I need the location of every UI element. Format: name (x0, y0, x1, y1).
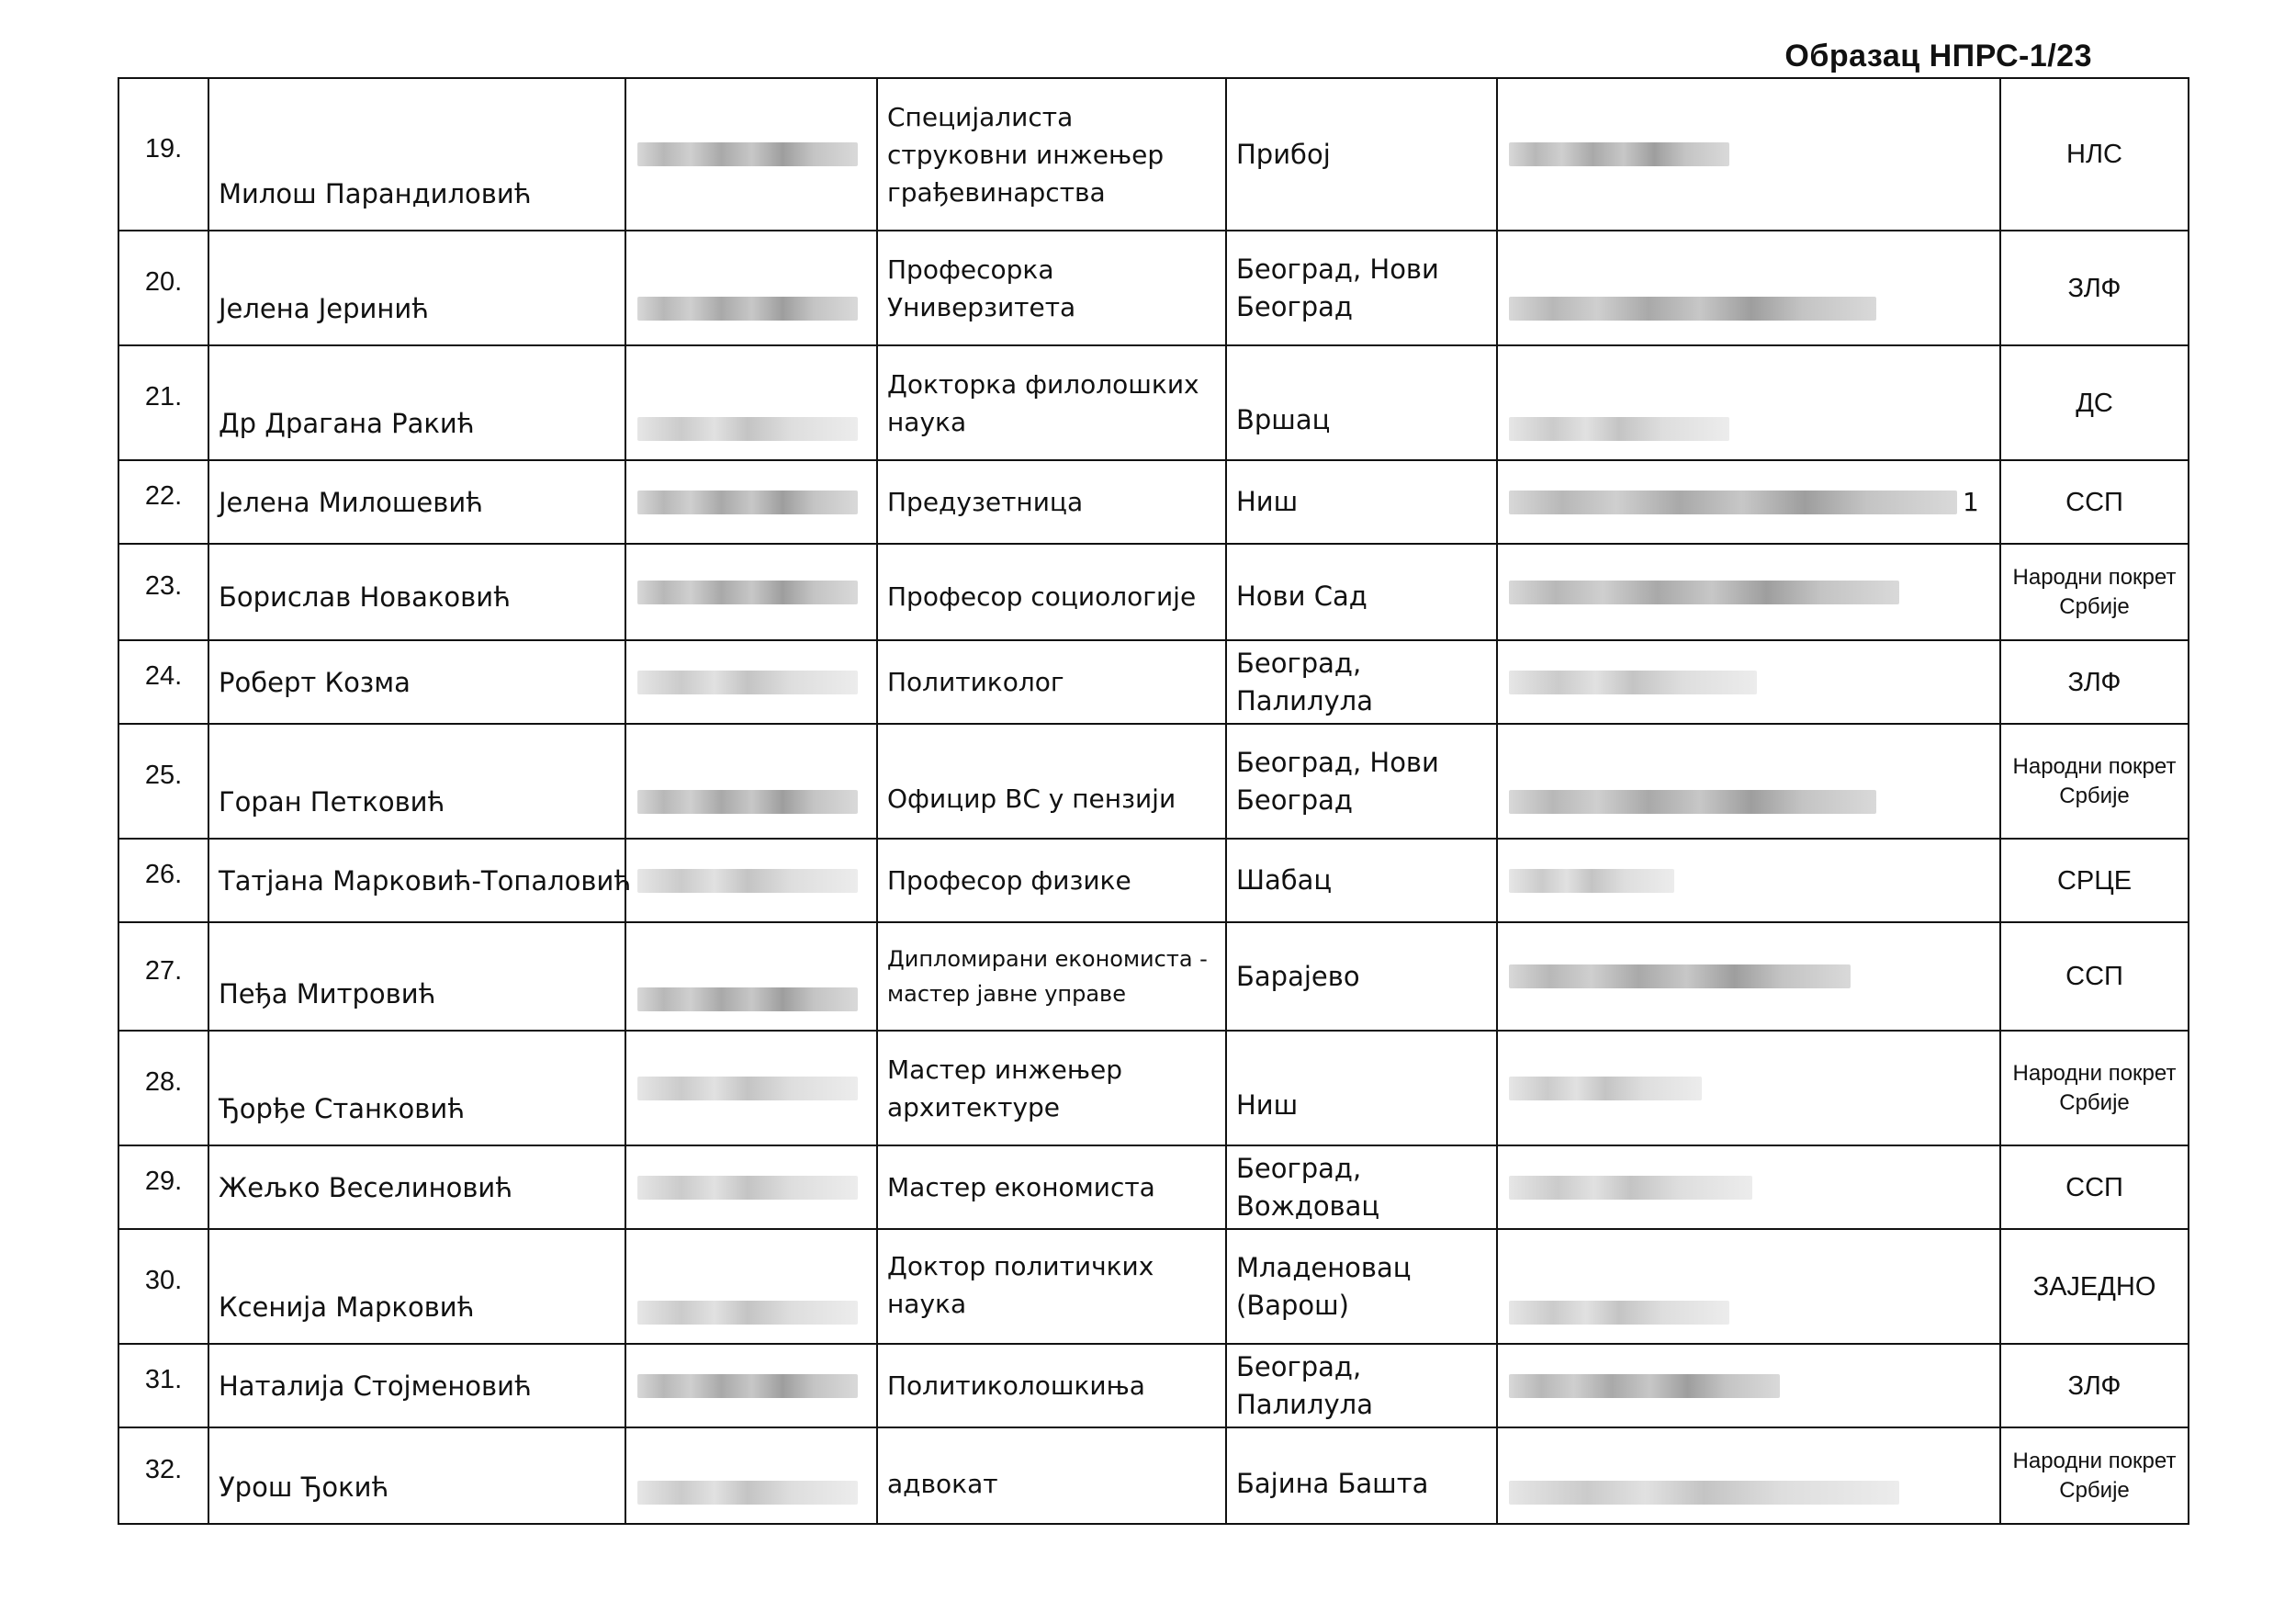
candidate-name: Урош Ђокић (208, 1427, 625, 1524)
occupation: Доктор политичких наука (877, 1229, 1226, 1344)
table-row (118, 1229, 2189, 1344)
occupation: Специјалиста струковни инжењер грађевинарства (877, 78, 1226, 231)
table-row (118, 231, 2189, 345)
candidate-table (118, 77, 2189, 1525)
party: ССП (2000, 460, 2189, 544)
table-row (118, 922, 2189, 1031)
occupation: Мастер инжењер архитектуре (877, 1031, 1226, 1145)
candidate-name: Ксенија Марковић (208, 1229, 625, 1344)
redacted-id (625, 460, 877, 544)
row-number: 21. (118, 345, 208, 460)
city: Београд, Вождовац (1226, 1145, 1497, 1229)
table-row (118, 839, 2189, 922)
row-number: 23. (118, 544, 208, 640)
city: Београд, Палилула (1226, 640, 1497, 724)
occupation: Професор социологије (877, 544, 1226, 640)
candidate-name: Борислав Новаковић (208, 544, 625, 640)
redacted-id (625, 1344, 877, 1427)
address-suffix: 1 (1963, 487, 1979, 517)
redacted-id (625, 1427, 877, 1524)
redacted-id (625, 231, 877, 345)
party: ЗЛФ (2000, 1344, 2189, 1427)
redacted-address (1497, 1344, 2000, 1427)
candidate-name: Ђорђе Станковић (208, 1031, 625, 1145)
table-row (118, 544, 2189, 640)
party: ССП (2000, 1145, 2189, 1229)
party: ДС (2000, 345, 2189, 460)
candidate-name: Наталија Стојменовић (208, 1344, 625, 1427)
city: Прибој (1226, 78, 1497, 231)
redacted-id (625, 1145, 877, 1229)
redacted-id (625, 544, 877, 640)
row-number: 20. (118, 231, 208, 345)
party: ЗЛФ (2000, 640, 2189, 724)
redacted-id (625, 640, 877, 724)
city: Шабац (1226, 839, 1497, 922)
city: Младеновац (Варош) (1226, 1229, 1497, 1344)
party: ЗЛФ (2000, 231, 2189, 345)
occupation: адвокат (877, 1427, 1226, 1524)
redacted-id (625, 922, 877, 1031)
candidate-name: Роберт Козма (208, 640, 625, 724)
party: ССП (2000, 922, 2189, 1031)
occupation: Политиколог (877, 640, 1226, 724)
row-number: 30. (118, 1229, 208, 1344)
table-row (118, 460, 2189, 544)
row-number: 19. (118, 78, 208, 231)
table-row (118, 1031, 2189, 1145)
redacted-address (1497, 78, 2000, 231)
city: Београд, Палилула (1226, 1344, 1497, 1427)
redacted-address (1497, 640, 2000, 724)
row-number: 31. (118, 1344, 208, 1427)
form-title: Образац НПРС-1/23 (1784, 39, 2092, 73)
redacted-id (625, 1229, 877, 1344)
party: Народни покрет Србије (2000, 724, 2189, 839)
party: Народни покрет Србије (2000, 1427, 2189, 1524)
redacted-address (1497, 724, 2000, 839)
occupation: Докторка филолошких наука (877, 345, 1226, 460)
redacted-address (1497, 231, 2000, 345)
redacted-id (625, 1031, 877, 1145)
table-row (118, 1145, 2189, 1229)
redacted-address (1497, 345, 2000, 460)
redacted-id (625, 78, 877, 231)
row-number: 22. (118, 460, 208, 544)
redacted-address (1497, 839, 2000, 922)
city: Вршац (1226, 345, 1497, 460)
occupation: Предузетница (877, 460, 1226, 544)
candidate-name: Др Драгана Ракић (208, 345, 625, 460)
redacted-id (625, 839, 877, 922)
occupation: Официр ВС у пензији (877, 724, 1226, 839)
party: Народни покрет Србије (2000, 1031, 2189, 1145)
table-row (118, 78, 2189, 231)
candidate-name: Жељко Веселиновић (208, 1145, 625, 1229)
table-row (118, 724, 2189, 839)
redacted-address (1497, 1229, 2000, 1344)
party: Народни покрет Србије (2000, 544, 2189, 640)
candidate-name: Татјана Марковић-Топаловић (208, 839, 625, 922)
row-number: 24. (118, 640, 208, 724)
city: Београд, Нови Београд (1226, 231, 1497, 345)
candidate-name: Милош Парандиловић (208, 78, 625, 231)
row-number: 26. (118, 839, 208, 922)
redacted-address (1497, 460, 2000, 544)
candidate-name: Пеђа Митровић (208, 922, 625, 1031)
party: СРЦЕ (2000, 839, 2189, 922)
redacted-address (1497, 544, 2000, 640)
row-number: 28. (118, 1031, 208, 1145)
occupation: Политиколошкиња (877, 1344, 1226, 1427)
city: Ниш (1226, 1031, 1497, 1145)
occupation: Професорка Универзитета (877, 231, 1226, 345)
city: Бајина Башта (1226, 1427, 1497, 1524)
redacted-address (1497, 1145, 2000, 1229)
party: ЗАЈЕДНО (2000, 1229, 2189, 1344)
redacted-id (625, 345, 877, 460)
occupation: Дипломирани економиста - мастер јавне управе (877, 922, 1226, 1031)
candidate-name: Јелена Милошевић (208, 460, 625, 544)
row-number: 32. (118, 1427, 208, 1524)
candidate-name: Јелена Јеринић (208, 231, 625, 345)
table-row (118, 345, 2189, 460)
occupation: Професор физике (877, 839, 1226, 922)
candidate-name: Горан Петковић (208, 724, 625, 839)
row-number: 29. (118, 1145, 208, 1229)
redacted-address (1497, 922, 2000, 1031)
table-row (118, 640, 2189, 724)
row-number: 27. (118, 922, 208, 1031)
redacted-address (1497, 1427, 2000, 1524)
redacted-id (625, 724, 877, 839)
table-row (118, 1344, 2189, 1427)
row-number: 25. (118, 724, 208, 839)
party: НЛС (2000, 78, 2189, 231)
redacted-address (1497, 1031, 2000, 1145)
city: Барајево (1226, 922, 1497, 1031)
table-row (118, 1427, 2189, 1524)
city: Нови Сад (1226, 544, 1497, 640)
city: Ниш (1226, 460, 1497, 544)
occupation: Мастер економиста (877, 1145, 1226, 1229)
city: Београд, Нови Београд (1226, 724, 1497, 839)
